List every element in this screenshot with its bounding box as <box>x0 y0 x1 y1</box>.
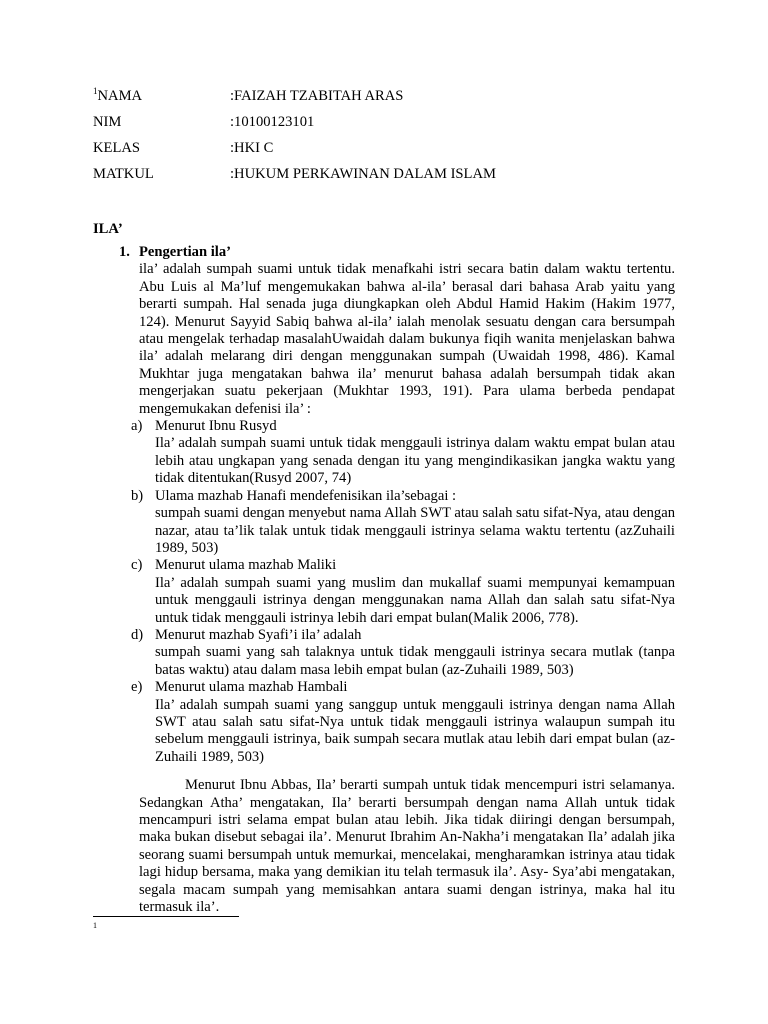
identity-label-matkul: MATKUL <box>93 166 154 182</box>
opinion-item-title <box>131 626 675 644</box>
intro-paragraph: ila’ adalah sumpah suami untuk tidak menafkahi istri secara batin dalam waktu tertentu. Abu Luis al Ma’luf mengemukakan bahwa al-ila’ berasal dari bahasa Arab yaitu yang berarti sumpah. Hal senada juga diungkapkan oleh Abdul Hamid Hakim (Hakim 1977, 124). Menurut Sayyid Sabiq bahwa al-ila’ ialah menolak sesuatu dengan cara bersumpah atau mengelak terhadap masalahUwaidah dalam bukunya fiqih wanita menjelaskan bahwa ila’ adalah melarang diri dengan menggunakan sumpah (Uwaidah 1998, 486). Kamal Mukhtar juga mengatakan bahwa ila’ menurut bahasa adalah bersumpah tidak akan mengerjakan suatu pekerjaan (Mukhtar 1993, 191). Para ulama berbeda pendapat mengemukakan defenisi ila’ : <box>139 261 675 417</box>
identity-label-kelas: KELAS <box>93 140 141 156</box>
identity-value-kelas: :HKI C <box>230 140 274 156</box>
opinion-item-body: Ila’ adalah sumpah suami yang sanggup untuk menggauli istrinya dengan nama Allah SWT atau salah satu sifat-Nya untuk tidak menggauli istrinya walaupun sumpah itu sebelum menggauli istrinya, baik sumpah secara mutlak atau lebih dari empat bulan (az-Zuhaili 1989, 503) <box>155 696 675 765</box>
identity-row-kelas <box>93 140 693 166</box>
opinion-item-heading: Ulama mazhab Hanafi mendefenisikan ila’sebagai : <box>155 487 457 504</box>
closing-paragraph: Menurut Ibnu Abbas, Ila’ berarti sumpah untuk tidak mencempuri istri selamanya. Sedangkan Atha’ mengatakan, Ila’ berarti bersumpah dengan nama Allah untuk tidak mencampuri istri selama empat bulan atau lebih. Jika tidak diiringi dengan bersumpah, maka bukan disebut sebagai ila’. Menurut Ibrahim An-Nakha’i mengatakan Ila’ adalah jika seorang suami bersumpah untuk memurkai, mencelakai, mengharamkan istrinya atau tidak lagi hidup bersama, maka yang demikian itu telah termasuk ila’. Asy- Sya’abi mengatakan, segala macam sumpah yang memisahkan antara suami dengan istrinya, maka hal itu termasuk ila’. <box>139 777 675 916</box>
opinion-item-heading: Menurut ulama mazhab Hambali <box>155 679 348 696</box>
identity-row-matkul <box>93 166 693 192</box>
identity-value-nim: :10100123101 <box>230 114 315 130</box>
identity-row-nama <box>93 88 693 114</box>
opinion-item-title <box>131 418 675 435</box>
heading-title: Pengertian ila’ <box>139 244 232 260</box>
opinion-item-letter: e) <box>131 679 143 696</box>
opinion-item-body: Ila’ adalah sumpah suami untuk tidak menggauli istrinya dalam waktu empat bulan atau lebih atau ungkapan yang senada dengan itu yang mengindikasikan jangka waktu yang tidak ditentukan(Rusyd 2007, 74) <box>155 435 675 487</box>
footnote-reference: 1 <box>93 86 98 96</box>
opinion-item-body: Ila’ adalah sumpah suami yang muslim dan mukallaf suami mempunyai kemampuan untuk menggauli istrinya dengan menggunakan nama Allah dan salah satu sifat-Nya untuk tidak menggauli istrinya lebih dari empat bulan(Malik 2006, 778). <box>155 574 675 626</box>
opinion-item-body: sumpah suami yang sah talaknya untuk tidak menggauli istrinya secara mutlak (tanpa batas waktu) atau dalam masa lebih empat bulan (az-Zuhaili 1989, 503) <box>155 644 675 678</box>
opinion-item-letter: c) <box>131 557 143 574</box>
opinion-item-title <box>131 679 675 696</box>
opinion-item-heading: Menurut ulama mazhab Maliki <box>155 557 337 574</box>
identity-label-nim: NIM <box>93 114 122 130</box>
footnote <box>93 921 97 930</box>
subsection-heading <box>93 244 675 261</box>
section-title: ILA’ <box>93 221 123 237</box>
opinion-item-body: sumpah suami dengan menyebut nama Allah SWT atau salah satu sifat-Nya, atau dengan nazar, atau ta’lik talak untuk tidak menggauli istrinya selama waktu tertentu (azZuhaili 1989, 503) <box>155 505 675 556</box>
footnote-separator <box>93 916 239 917</box>
opinion-item-letter: d) <box>131 626 144 643</box>
opinion-item-heading: Menurut Ibnu Rusyd <box>155 418 277 435</box>
identity-label-nama <box>93 88 142 105</box>
student-identity-block <box>93 88 693 192</box>
opinion-item-title <box>131 557 675 574</box>
opinion-item-heading: Menurut mazhab Syafi’i ila’ adalah <box>155 626 362 643</box>
footnote-marker: 1 <box>93 921 97 930</box>
identity-value-nama: :FAIZAH TZABITAH ARAS <box>230 88 404 104</box>
opinion-item-letter: b) <box>131 487 144 504</box>
heading-number: 1. <box>119 244 130 260</box>
opinion-item-letter: a) <box>131 418 143 435</box>
identity-value-matkul: :HUKUM PERKAWINAN DALAM ISLAM <box>230 166 496 182</box>
identity-label-text: NAMA <box>97 88 143 104</box>
opinion-item-title <box>131 487 675 505</box>
document-body <box>93 244 675 916</box>
identity-row-nim <box>93 114 693 140</box>
